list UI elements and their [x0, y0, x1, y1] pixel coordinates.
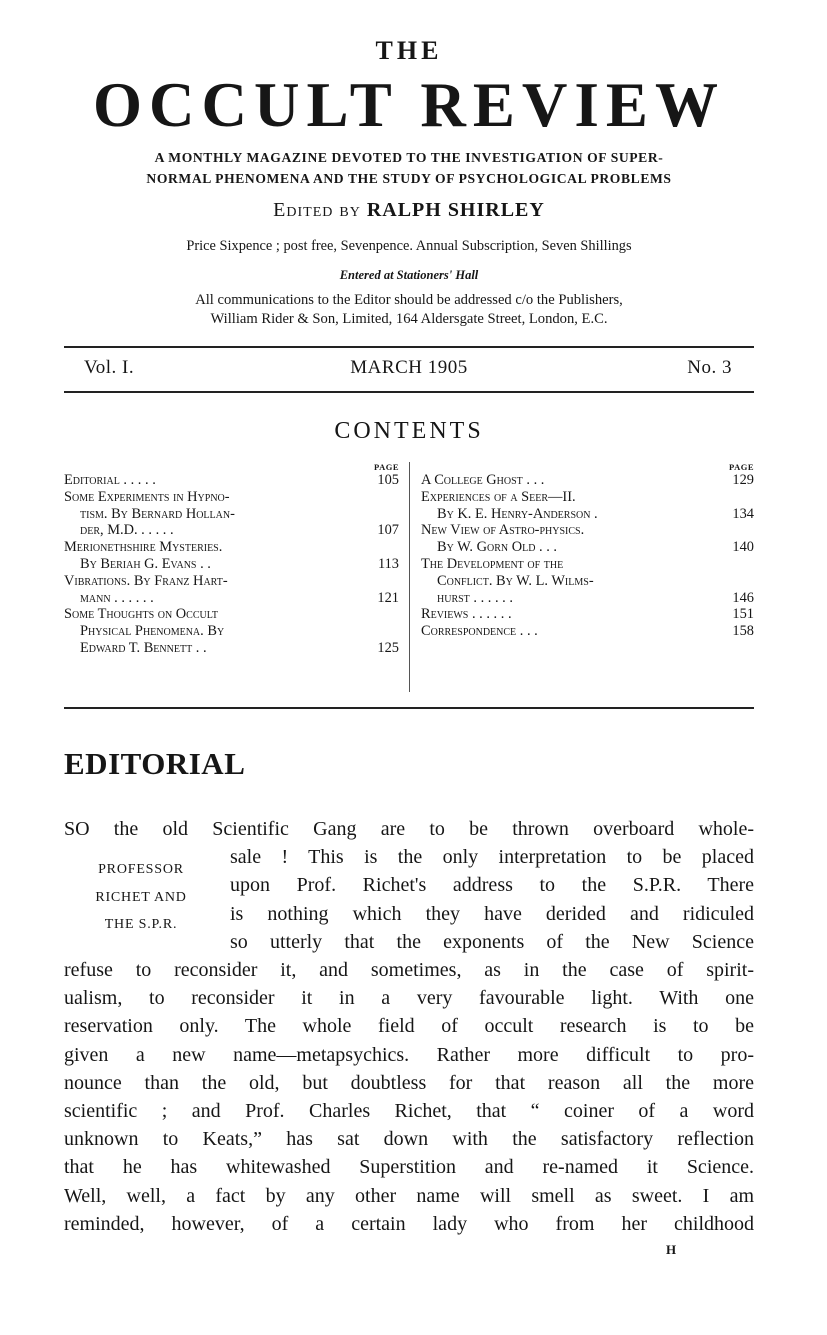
subtitle-line-1: A MONTHLY MAGAZINE DEVOTED TO THE INVESTIGATION OF SUPER- [154, 150, 664, 165]
contents-entry-text: Reviews . . . . . . [421, 606, 512, 623]
contents-entry-text: By Beriah G. Evans . . [80, 555, 211, 572]
contents-entry-text: Edward T. Bennett . . [80, 639, 207, 656]
contents-entry-text: Correspondence . . . [421, 623, 538, 640]
contents-entry-page: 129 [732, 472, 754, 488]
body-line: SO the old Scientific Gang are to be thrown overboard whole- [64, 818, 754, 840]
body-line: given a new name—metapsychics. Rather more difficult to pro- [64, 1043, 754, 1066]
rule-top [64, 346, 754, 348]
body-line: that he has whitewashed Superstition and re-named it Science. [64, 1156, 754, 1179]
issue-number: No. 3 [687, 357, 732, 378]
contents-entry-page: 158 [732, 623, 754, 640]
body-line: ualism, to reconsider it in a very favourable light. With one [64, 987, 754, 1010]
contents-entry [421, 522, 754, 556]
contents-entry-page: 134 [732, 505, 754, 522]
body-line: scientific ; and Prof. Charles Richet, that “ coiner of a word [64, 1100, 754, 1123]
contents-entry [421, 556, 754, 606]
contents-entry [64, 606, 399, 656]
body-line: Well, well, a fact by any other name will smell as sweet. I am [64, 1184, 754, 1207]
margin-note-line: RICHET AND [95, 889, 187, 905]
contents-entry [421, 489, 754, 523]
contents-divider [409, 462, 410, 692]
body-line: so utterly that the exponents of the New Science [230, 930, 754, 953]
issue-date: MARCH 1905 [350, 357, 468, 378]
contents-entry-page: 151 [732, 606, 754, 623]
editor-name: RALPH SHIRLEY [366, 199, 545, 221]
body-line: reservation only. The whole field of occult research is to be [64, 1015, 754, 1038]
subtitle-line-2: NORMAL PHENOMENA AND THE STUDY OF PSYCHOLOGICAL PROBLEMS [146, 171, 672, 186]
contents-entry [421, 472, 754, 489]
contents-entry [64, 573, 399, 607]
contents-entry-page: 125 [377, 639, 399, 656]
contents-entry-text: hurst . . . . . . [437, 589, 513, 606]
contents-entry-text: A College Ghost . . . [421, 472, 545, 488]
contents-entry-text: tism. By Bernard Hollan- [80, 505, 235, 522]
contents-entry-text: The Development of the [421, 555, 564, 572]
communications-line-1: All communications to the Editor should be addressed c/o the Publishers, [195, 292, 623, 308]
body-line: sale ! This is the only interpretation to be placed [230, 846, 754, 869]
page-column-header: PAGE [729, 462, 754, 472]
issue-line [64, 357, 754, 383]
contents-entry-text: Conflict. By W. L. Wilms- [437, 572, 594, 589]
contents-left-column [64, 459, 399, 657]
contents-entry-text: Experiences of a Seer—II. [421, 488, 576, 505]
body-line: unknown to Keats,” has sat down with the satisfactory reflection [64, 1128, 754, 1151]
contents-entry-text: New View of Astro-physics. [421, 522, 585, 539]
entered-notice: Entered at Stationers' Hall [339, 268, 479, 282]
contents-right-column [421, 459, 754, 640]
article-body [64, 815, 754, 1238]
communications-line-2: William Rider & Son, Limited, 164 Aldersgate Street, London, E.C. [210, 311, 608, 327]
contents-entry-text: Merionethshire Mysteries. [64, 539, 223, 556]
price-line: Price Sixpence ; post free, Sevenpence. Annual Subscription, Seven Shillings [186, 238, 632, 254]
contents-entry-text: Editorial . . . . . [64, 472, 156, 488]
editor-credit [64, 199, 754, 222]
body-line: is nothing which they have derided and ridiculed [230, 902, 754, 925]
contents-entry-text: Vibrations. By Franz Hart- [64, 572, 228, 589]
contents-entry [421, 623, 754, 640]
contents-entry-text: der, M.D. . . . . . [80, 522, 174, 539]
body-line: upon Prof. Richet's address to the S.P.R. There [230, 874, 754, 897]
contents-entry [64, 539, 399, 573]
masthead-kicker: THE [375, 36, 443, 65]
contents-entry [64, 489, 399, 539]
communications-notice [64, 291, 754, 329]
contents-entry-text: Some Thoughts on Occult [64, 606, 219, 623]
contents-entry-text: By W. Gorn Old . . . [437, 539, 558, 556]
body-line: refuse to reconsider it, and sometimes, as in the case of spirit- [64, 959, 754, 982]
contents-entry-page: 121 [377, 589, 399, 606]
contents-entry-page: 146 [732, 589, 754, 606]
masthead-title: OCCULT REVIEW [93, 70, 725, 140]
page-column-header: PAGE [374, 462, 399, 472]
contents-entry-page: 107 [377, 522, 399, 539]
masthead-subtitle [64, 147, 754, 189]
contents-entry-text: Some Experiments in Hypno- [64, 488, 230, 505]
contents-entry-page: 105 [377, 472, 399, 488]
contents-title: CONTENTS [334, 418, 484, 444]
contents-entry-text: mann . . . . . . [80, 589, 154, 606]
contents-entry-page: 140 [732, 539, 754, 556]
article-title: EDITORIAL [64, 746, 246, 781]
signature-mark: H [666, 1242, 677, 1257]
contents-entry-page: 113 [377, 555, 399, 572]
margin-note-line: THE S.P.R. [104, 917, 178, 932]
rule-issue-bottom [64, 391, 754, 393]
body-line: nounce than the old, but doubtless for that reason all the more [64, 1071, 754, 1094]
contents-entry-text: By K. E. Henry-Anderson . [437, 505, 598, 522]
rule-contents-bottom [64, 707, 754, 709]
magazine-page [64, 0, 754, 1335]
contents-entry [64, 472, 399, 489]
edited-by-label: Edited by [273, 199, 361, 221]
body-line: reminded, however, of a certain lady who from her childhood [64, 1212, 754, 1235]
contents-entry-text: Physical Phenomena. By [80, 623, 225, 640]
volume-label: Vol. I. [84, 357, 135, 378]
contents-entry [421, 606, 754, 623]
margin-note-line: PROFESSOR [98, 862, 184, 877]
